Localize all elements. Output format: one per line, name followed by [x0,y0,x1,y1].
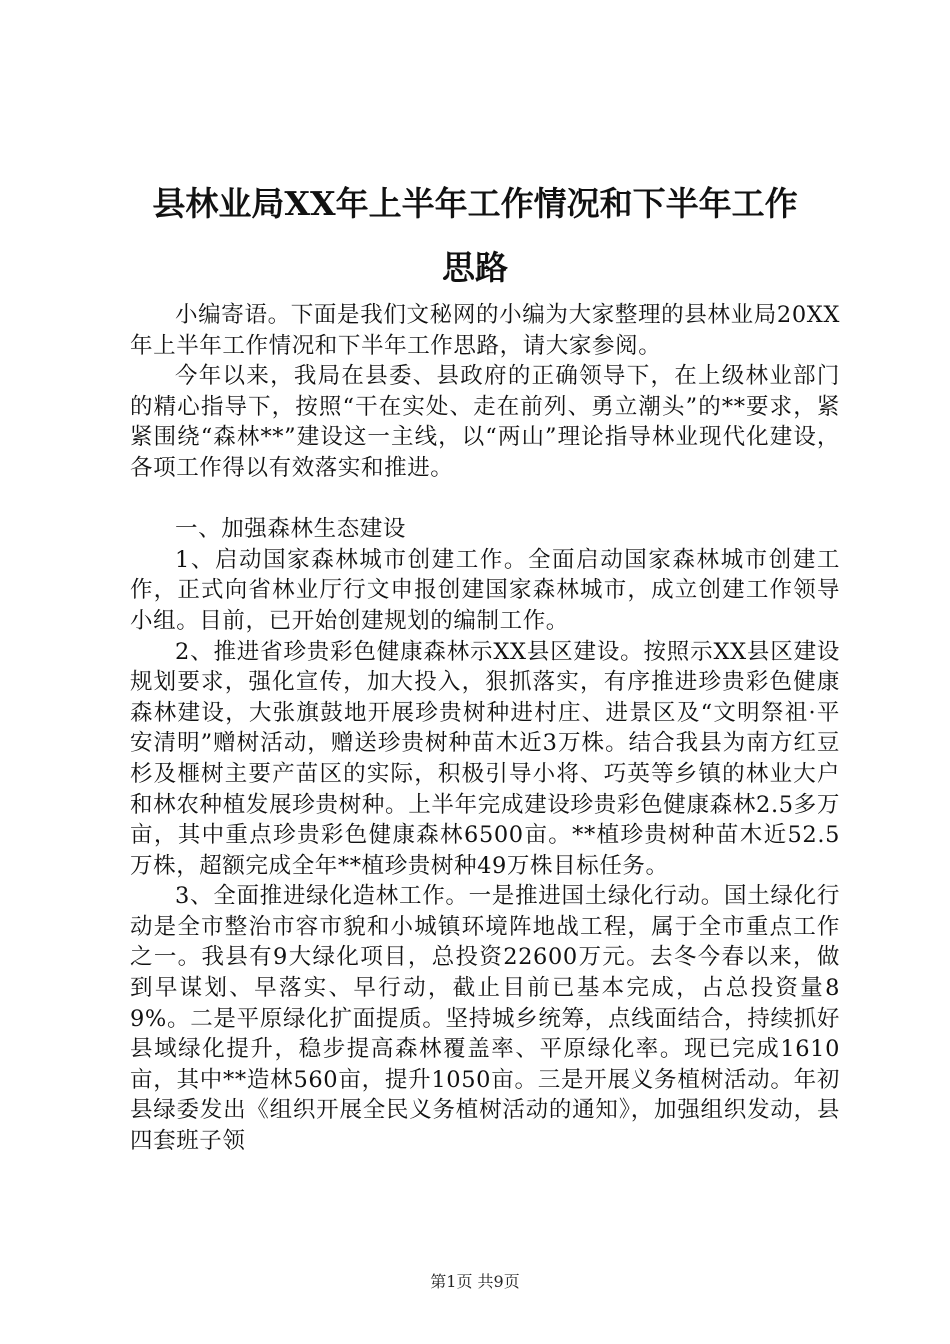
page-number-footer: 第1页 共9页 [430,1272,520,1291]
paragraph-intro: 小编寄语。下面是我们文秘网的小编为大家整理的县林业局20XX年上半年工作情况和下半年工作思路，请大家参阅。 [130,302,840,359]
document-body [130,300,840,1157]
document-title-line-1: 县林业局XX年上半年工作情况和下半年工作 [152,184,798,223]
paragraph-overview: 今年以来，我局在县委、县政府的正确领导下，在上级林业部门的精心指导下，按照“干在实处、走在前列、勇立潮头”的**要求，紧紧围绕“森林**”建设这一主线，以“两山”理论指导林业现代化建设，各项工作得以有效落实和推进。 [130,363,840,481]
paragraph-spacer [130,484,840,515]
section-heading-1: 一、加强森林生态建设 [175,516,407,543]
paragraph-item-3: 3、全面推进绿化造林工作。一是推进国土绿化行动。国土绿化行动是全市整治市容市貌和小城镇环境阵地战工程，属于全市重点工作之一。我县有9大绿化项目，总投资22600万元。去冬今春以来，做到早谋划、早落实、早行动，截止目前已基本完成，占总投资量89%。二是平原绿化扩面提质。坚持城乡统筹，点线面结合，持续抓好县域绿化提升，稳步提高森林覆盖率、平原绿化率。现已完成1610亩，其中**造林560亩，提升1050亩。三是开展义务植树活动。年初县绿委发出《组织开展全民义务植树活动的通知》，加强组织发动，县四套班子领 [130,883,840,1155]
document-title-line-2: 思路 [442,248,508,287]
paragraph-item-1: 1、启动国家森林城市创建工作。全面启动国家森林城市创建工作，正式向省林业厅行文申报创建国家森林城市，成立创建工作领导小组。目前，已开始创建规划的编制工作。 [130,546,840,634]
paragraph-item-2: 2、推进省珍贵彩色健康森林示XX县区建设。按照示XX县区建设规划要求，强化宣传，加大投入，狠抓落实，有序推进珍贵彩色健康森林建设，大张旗鼓地开展珍贵树种进村庄、进景区及“文明祭祖·平安清明”赠树活动，赠送珍贵树种苗木近3万株。结合我县为南方红豆杉及榧树主要产苗区的实际，积极引导小将、巧英等乡镇的林业大户和林农种植发展珍贵树种。上半年完成建设珍贵彩色健康森林2.5多万亩，其中重点珍贵彩色健康森林6500亩。**植珍贵树种苗木近52.5万株，超额完成全年**植珍贵树种49万株目标任务。 [130,638,840,879]
